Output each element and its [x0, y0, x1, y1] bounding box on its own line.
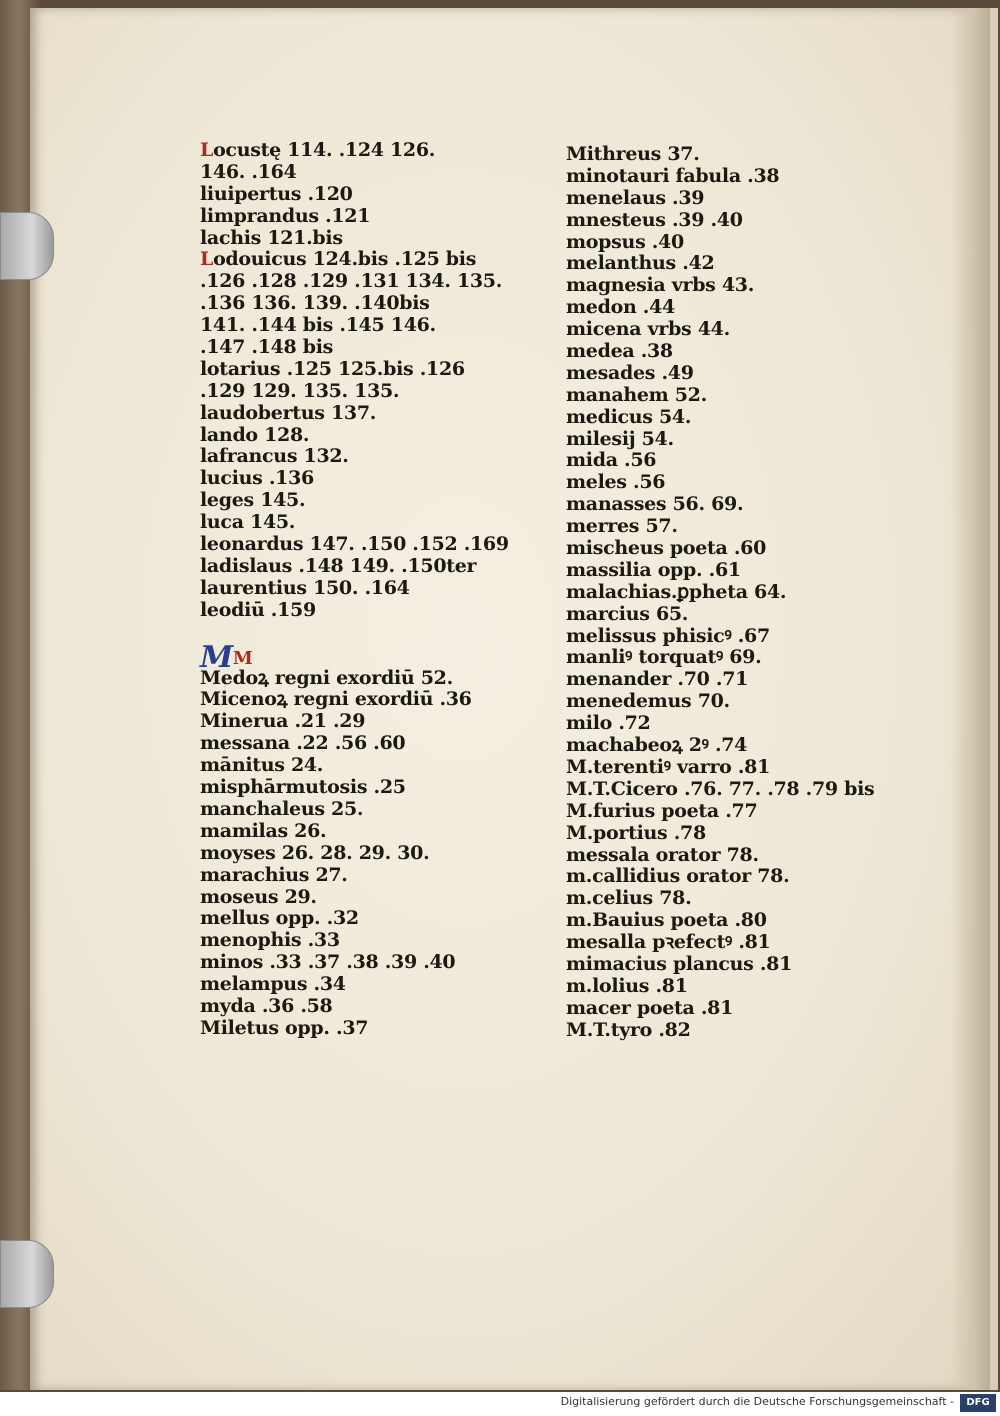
index-entry: mischeus poeta .60 [566, 537, 767, 560]
index-entry: messala orator 78. [566, 843, 759, 866]
index-entry: Locustę 114. .124 126. [200, 139, 436, 161]
index-entry: lotarius .125 125.bis .126 [200, 357, 465, 380]
clasp-top [0, 212, 54, 280]
index-entry: ladislaus .148 149. .150ter [200, 554, 477, 577]
index-entry: minotauri fabula .38 [566, 164, 780, 187]
index-entry: 146. .164 [200, 160, 297, 183]
index-entry: moseus 29. [200, 885, 317, 908]
footer-bar [0, 1392, 1000, 1416]
index-entry: m.callidius orator 78. [566, 865, 790, 888]
index-entry: milesij 54. [566, 427, 674, 450]
index-group-l [200, 140, 530, 622]
index-entry: micena vrbs 44. [566, 318, 730, 341]
index-entry: menedemus 70. [566, 690, 730, 713]
index-entry: Minerua .21 .29 [200, 710, 366, 733]
index-entry: marcius 65. [566, 602, 689, 625]
index-entry: mnesteus .39 .40 [566, 208, 743, 231]
index-entry: minos .33 .37 .38 .39 .40 [200, 951, 456, 974]
index-entry: menophis .33 [200, 929, 340, 952]
index-entry: manliꝰ torquatꝰ 69. [566, 646, 762, 669]
index-entry: mesades .49 [566, 361, 694, 384]
index-entry: M.furius poeta .77 [566, 799, 758, 822]
index-entry: manasses 56. 69. [566, 493, 744, 516]
index-entry: medicus 54. [566, 405, 692, 428]
index-entry: luca 145. [200, 511, 296, 534]
index-entry: mānitus 24. [200, 754, 324, 777]
index-entry: M.terentiꝰ varro .81 [566, 755, 771, 778]
index-entry: 141. .144 bis .145 146. [200, 314, 436, 337]
index-entry: M.portius .78 [566, 821, 706, 844]
index-entry: Micenoꝝ regni exordiū .36 [200, 688, 472, 711]
index-entry: mimacius plancus .81 [566, 952, 793, 975]
index-entry: meles .56 [566, 471, 666, 494]
index-entry: liuipertus .120 [200, 182, 353, 205]
index-entry: limprandus .121 [200, 204, 371, 227]
index-entry: milo .72 [566, 712, 651, 735]
index-group-m [200, 668, 530, 1040]
index-entry: macer poeta .81 [566, 996, 734, 1019]
index-entry: mellus opp. .32 [200, 907, 359, 930]
initial-letter-blue: M [200, 639, 233, 675]
funding-credit: Digitalisierung gefördert durch die Deutsche Forschungsgemeinschaft - [560, 1395, 954, 1408]
index-entry: menander .70 .71 [566, 668, 749, 691]
index-entry: .147 .148 bis [200, 336, 334, 359]
index-entry: menelaus .39 [566, 186, 705, 209]
page-gutter [950, 8, 990, 1390]
index-entry: M.T.Cicero .76. 77. .78 .79 bis [566, 777, 875, 800]
index-entry: medon .44 [566, 296, 675, 319]
index-entry: mesalla pꝛefectꝰ .81 [566, 931, 771, 954]
index-entry: .136 136. 139. .140bis [200, 292, 430, 315]
index-group-m-continued [566, 144, 896, 1042]
index-entry: lafrancus 132. [200, 445, 349, 468]
index-entry: Medoꝝ regni exordiū 52. [200, 666, 453, 689]
index-entry: m.lolius .81 [566, 974, 688, 997]
index-entry: lachis 121.bis [200, 226, 343, 249]
index-entry: melampus .34 [200, 973, 346, 996]
index-entry: m.Bauius poeta .80 [566, 909, 767, 932]
index-entry: malachias.ꝑpheta 64. [566, 580, 787, 603]
index-entry: myda .36 .58 [200, 994, 333, 1017]
index-entry: mamilas 26. [200, 819, 327, 842]
initial-letter-red: M [232, 647, 253, 669]
index-entry: moyses 26. 28. 29. 30. [200, 841, 430, 864]
index-entry: m.celius 78. [566, 887, 692, 910]
index-entry: magnesia vrbs 43. [566, 274, 755, 297]
index-entry: lando 128. [200, 423, 310, 446]
index-column-right [566, 144, 896, 1042]
index-entry: laurentius 150. .164 [200, 576, 410, 599]
index-entry: machabeoꝝ 2ꝰ .74 [566, 734, 748, 757]
index-entry: mopsus .40 [566, 230, 684, 253]
index-entry: manchaleus 25. [200, 797, 364, 820]
index-entry: M.T.tyro .82 [566, 1018, 691, 1041]
index-entry: mida .56 [566, 449, 657, 472]
clasp-bottom [0, 1240, 54, 1308]
index-column-left [200, 140, 530, 1040]
dfg-logo: DFG [960, 1394, 996, 1412]
index-entry: lucius .136 [200, 467, 314, 490]
index-entry: .126 .128 .129 .131 134. 135. [200, 270, 503, 293]
index-entry: leonardus 147. .150 .152 .169 [200, 533, 509, 556]
rubric-initial: L [200, 248, 214, 271]
index-entry: Lodouicus 124.bis .125 bis [200, 248, 477, 271]
index-entry: Mithreus 37. [566, 143, 700, 165]
rubric-initial: L [200, 139, 214, 161]
index-entry: misphārmutosis .25 [200, 776, 406, 799]
index-entry: manahem 52. [566, 383, 707, 406]
index-entry: messana .22 .56 .60 [200, 732, 406, 755]
index-entry: .129 129. 135. 135. [200, 379, 400, 402]
index-entry: Miletus opp. .37 [200, 1016, 369, 1039]
index-entry: leodiū .159 [200, 598, 316, 621]
index-entry: marachius 27. [200, 863, 348, 886]
index-entry: melissus phisicꝰ .67 [566, 624, 770, 647]
index-entry: massilia opp. .61 [566, 558, 741, 581]
index-entry: medea .38 [566, 340, 673, 363]
index-entry: laudobertus 137. [200, 401, 377, 424]
index-entry: merres 57. [566, 515, 678, 538]
index-entry: leges 145. [200, 489, 306, 512]
index-entry: melanthus .42 [566, 252, 715, 275]
